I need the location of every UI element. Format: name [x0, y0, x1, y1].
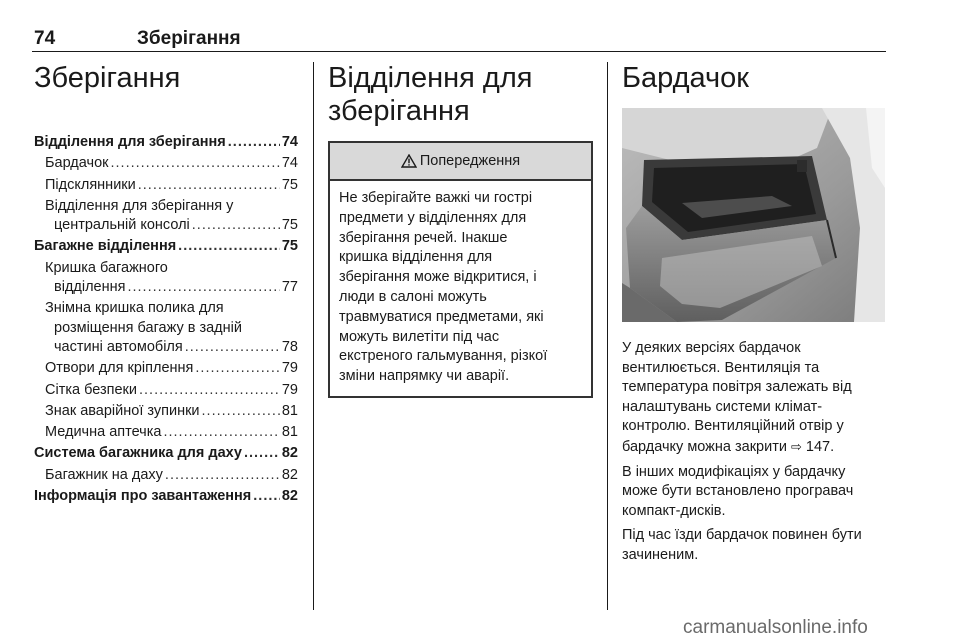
toc-entry[interactable]: Підсклянники ..... 75: [34, 176, 298, 195]
toc-page: 79: [281, 381, 298, 398]
page-ref-arrow-icon: ⇨: [790, 438, 802, 454]
toc-page: 79: [281, 360, 298, 377]
glovebox-paragraph: У деяких версіях бардачок вентилюється. Вентиляція та температура повітря залежать від налаштувань системи клімат- контролю. Вентиляційний отвір у бардачку можна закрити ⇨ 147.: [622, 340, 852, 455]
glovebox-photo: [622, 108, 885, 322]
toc-entry[interactable]: Кришка багажного відділення ..... 77: [34, 259, 298, 298]
toc-page: 75: [281, 217, 298, 234]
toc-entry[interactable]: Відділення для зберігання ..... 74: [34, 133, 298, 152]
warning-label: Попередження: [419, 153, 521, 169]
table-of-contents: [34, 133, 298, 506]
warning-text: Не зберігайте важкі чи гострі предмети у відділеннях для зберігання речей. Інакше кришка відділення для зберігання може відкритися, і люди в салоні можуть травмуватися предметами, які можуть вилетіти під час екстреного гальмування, різкої зміни напрямку чи аварії.: [339, 190, 548, 385]
section-title: Бардачок: [622, 62, 749, 94]
toc-entry[interactable]: Багажник на даху ..... 82: [34, 466, 298, 485]
chapter-title: Зберігання: [34, 62, 181, 94]
section-title: Відділення для зберігання: [328, 62, 533, 127]
toc-page: 77: [281, 279, 298, 296]
warning-box: [328, 141, 593, 398]
toc-entry[interactable]: Бардачок ..... 74: [34, 154, 298, 173]
warning-header: [330, 143, 591, 181]
running-title: Зберігання: [137, 28, 241, 49]
column-divider: [607, 62, 608, 610]
toc-page: 74: [281, 155, 298, 172]
toc-page: 81: [281, 424, 298, 441]
glovebox-section: [622, 62, 888, 571]
glovebox-paragraph: В інших модифікаціях у бардачку може бути встановлено програвач компакт-дисків.: [622, 463, 854, 519]
storage-section: [328, 62, 593, 398]
toc-page: 75: [281, 238, 298, 255]
column-divider: [313, 62, 314, 610]
page-number: 74: [34, 28, 56, 49]
toc-entry[interactable]: Сітка безпеки ..... 79: [34, 381, 298, 400]
toc-entry[interactable]: Відділення для зберігання у центральній консолі ..... 75: [34, 197, 298, 236]
toc-entry[interactable]: Знак аварійної зупинки ..... 81: [34, 402, 298, 421]
toc-page: 75: [281, 176, 298, 193]
toc-page: 78: [281, 338, 298, 355]
toc-column: [34, 62, 298, 508]
toc-entry[interactable]: Багажне відділення ..... 75: [34, 237, 298, 256]
toc-entry[interactable]: Отвори для кріплення ..... 79: [34, 359, 298, 378]
toc-page: 81: [281, 402, 298, 419]
toc-page: 82: [281, 488, 298, 505]
toc-page: 74: [281, 134, 298, 150]
glovebox-paragraph: Під час їзди бардачок повинен бути зачиненим.: [622, 527, 862, 563]
toc-page: 82: [281, 445, 298, 462]
toc-entry[interactable]: Знімна кришка полика для розміщення багажу в задній частині автомобіля ..... 78: [34, 299, 298, 357]
page-header: [32, 28, 886, 50]
watermark: carmanualsonline.info: [683, 617, 868, 638]
toc-entry[interactable]: Система багажника для даху ..... 82: [34, 444, 298, 463]
toc-entry[interactable]: Медична аптечка ..... 81: [34, 423, 298, 442]
header-rule: [32, 51, 886, 52]
toc-page: 82: [281, 466, 298, 483]
page-ref[interactable]: 147.: [805, 438, 835, 455]
toc-entry[interactable]: Інформація про завантаження ..... 82: [34, 487, 298, 506]
warning-icon: [401, 154, 417, 168]
